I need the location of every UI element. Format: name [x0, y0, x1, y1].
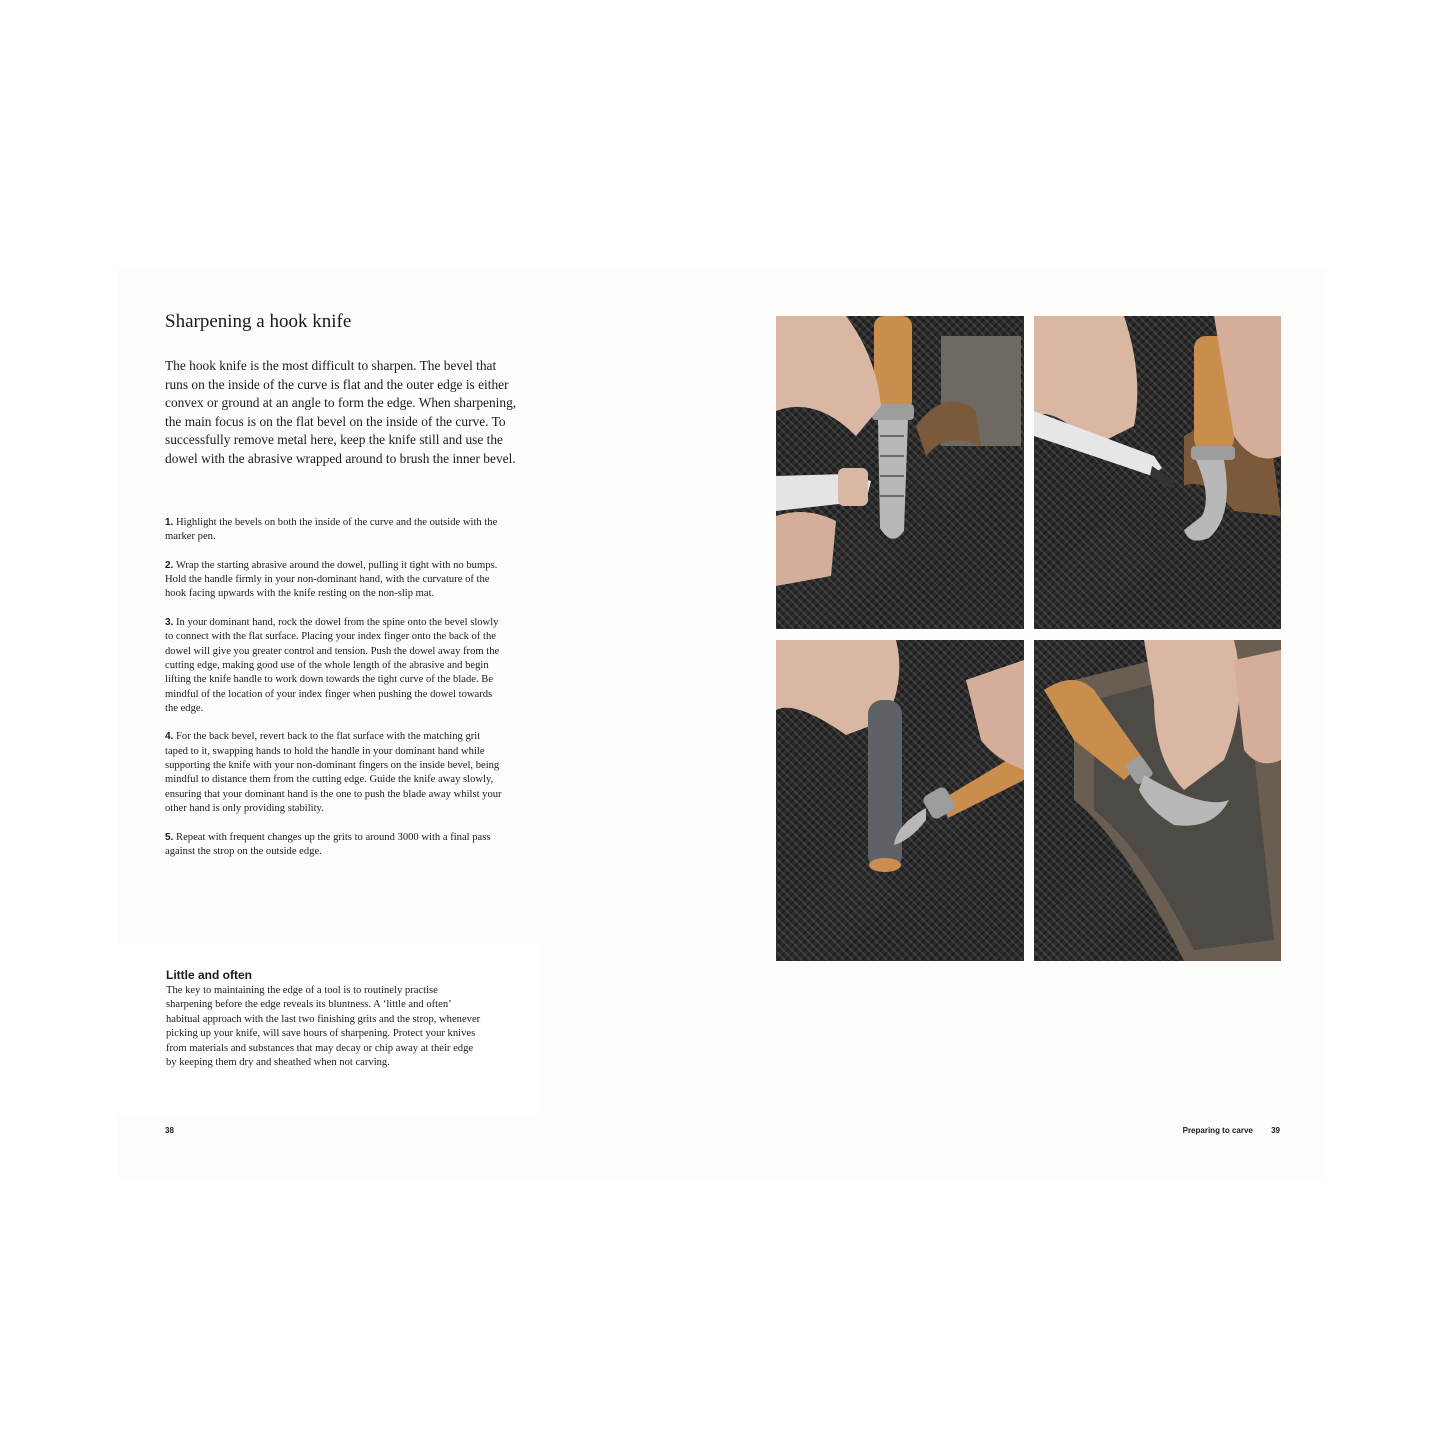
step-text: In your dominant hand, rock the dowel from the spine onto the bevel slowly to connect with the flat surface. Placing your index finger onto the back of the dowel will give you greater control and tension. Push the dowel away from the cutting edge, making good use of the whole length of the abrasive and begin lifting the knife handle to work down towards the tight curve of the blade. Be mindful of the location of your index finger when pushing the dowel towards the edge. — [165, 617, 500, 714]
photo-marker-inner-curve — [1034, 316, 1281, 629]
photo-marker-on-bevel — [776, 316, 1024, 629]
step-number: 1. — [165, 517, 174, 528]
step-item — [165, 730, 505, 816]
step-number: 3. — [165, 617, 174, 629]
step-number: 4. — [165, 731, 174, 743]
page-number-left: 38 — [165, 1126, 174, 1135]
intro-paragraph: The hook knife is the most difficult to sharpen. The bevel that runs on the inside of the curve is flat and the outer edge is either convex or ground at an angle to form the edge. When sharpening, the main focus is on the flat bevel on the inside of the curve. To successfully remove metal here, keep the knife still and use the dowel with the abrasive wrapped around to brush the inner bevel. — [165, 358, 517, 466]
step-text: Highlight the bevels on both the inside of the curve and the outside with the marker pen. — [165, 517, 498, 543]
step-number: 5. — [165, 831, 174, 843]
photo-illustration — [776, 316, 1024, 629]
step-text: Wrap the starting abrasive around the dowel, pulling it tight with no bumps. Hold the handle firmly in your non-dominant hand, with the curvature of the hook facing upwards with the knife resting on the non-slip mat. — [165, 559, 498, 600]
photo-illustration — [1034, 316, 1281, 629]
step-item — [165, 831, 505, 860]
step-item — [165, 559, 505, 602]
step-item — [165, 516, 505, 545]
photo-knife-on-strop — [1034, 640, 1281, 961]
section-title: Preparing to carve — [1182, 1126, 1253, 1135]
photo-dowel-on-bevel — [776, 640, 1024, 961]
running-footer — [1183, 1126, 1280, 1135]
tip-title: Little and often — [166, 968, 252, 982]
step-number: 2. — [165, 559, 174, 571]
step-text: Repeat with frequent changes up the grits to around 3000 with a final pass against the strop on the outside edge. — [165, 831, 491, 857]
steps-list — [165, 516, 505, 873]
page-title: Sharpening a hook knife — [165, 311, 352, 332]
step-text: For the back bevel, revert back to the flat surface with the matching grit taped to it, swapping hands to hold the handle in your dominant hand while supporting the knife with your non-dominant fingers on the inside bevel, being mindful to distance them from the cutting edge. Guide the knife away slowly, ensuring that your dominant hand is the one to push the blade away whilst your other hand is only providing stability. — [165, 731, 502, 814]
step-item — [165, 616, 505, 716]
photo-illustration — [1034, 640, 1281, 961]
tip-text: The key to maintaining the edge of a tool is to routinely practise sharpening before the edge reveals its bluntness. A ‘little and often’ habitual approach with the last two finishing grits and the strop, whenever picking up your knife, will save hours of sharpening. Protect your knives from materials and substances that may decay or chip away at their edge by keeping them dry and sheathed when not carving. — [166, 985, 481, 1069]
photo-illustration — [776, 640, 1024, 961]
page-number-right: 39 — [1271, 1126, 1280, 1135]
